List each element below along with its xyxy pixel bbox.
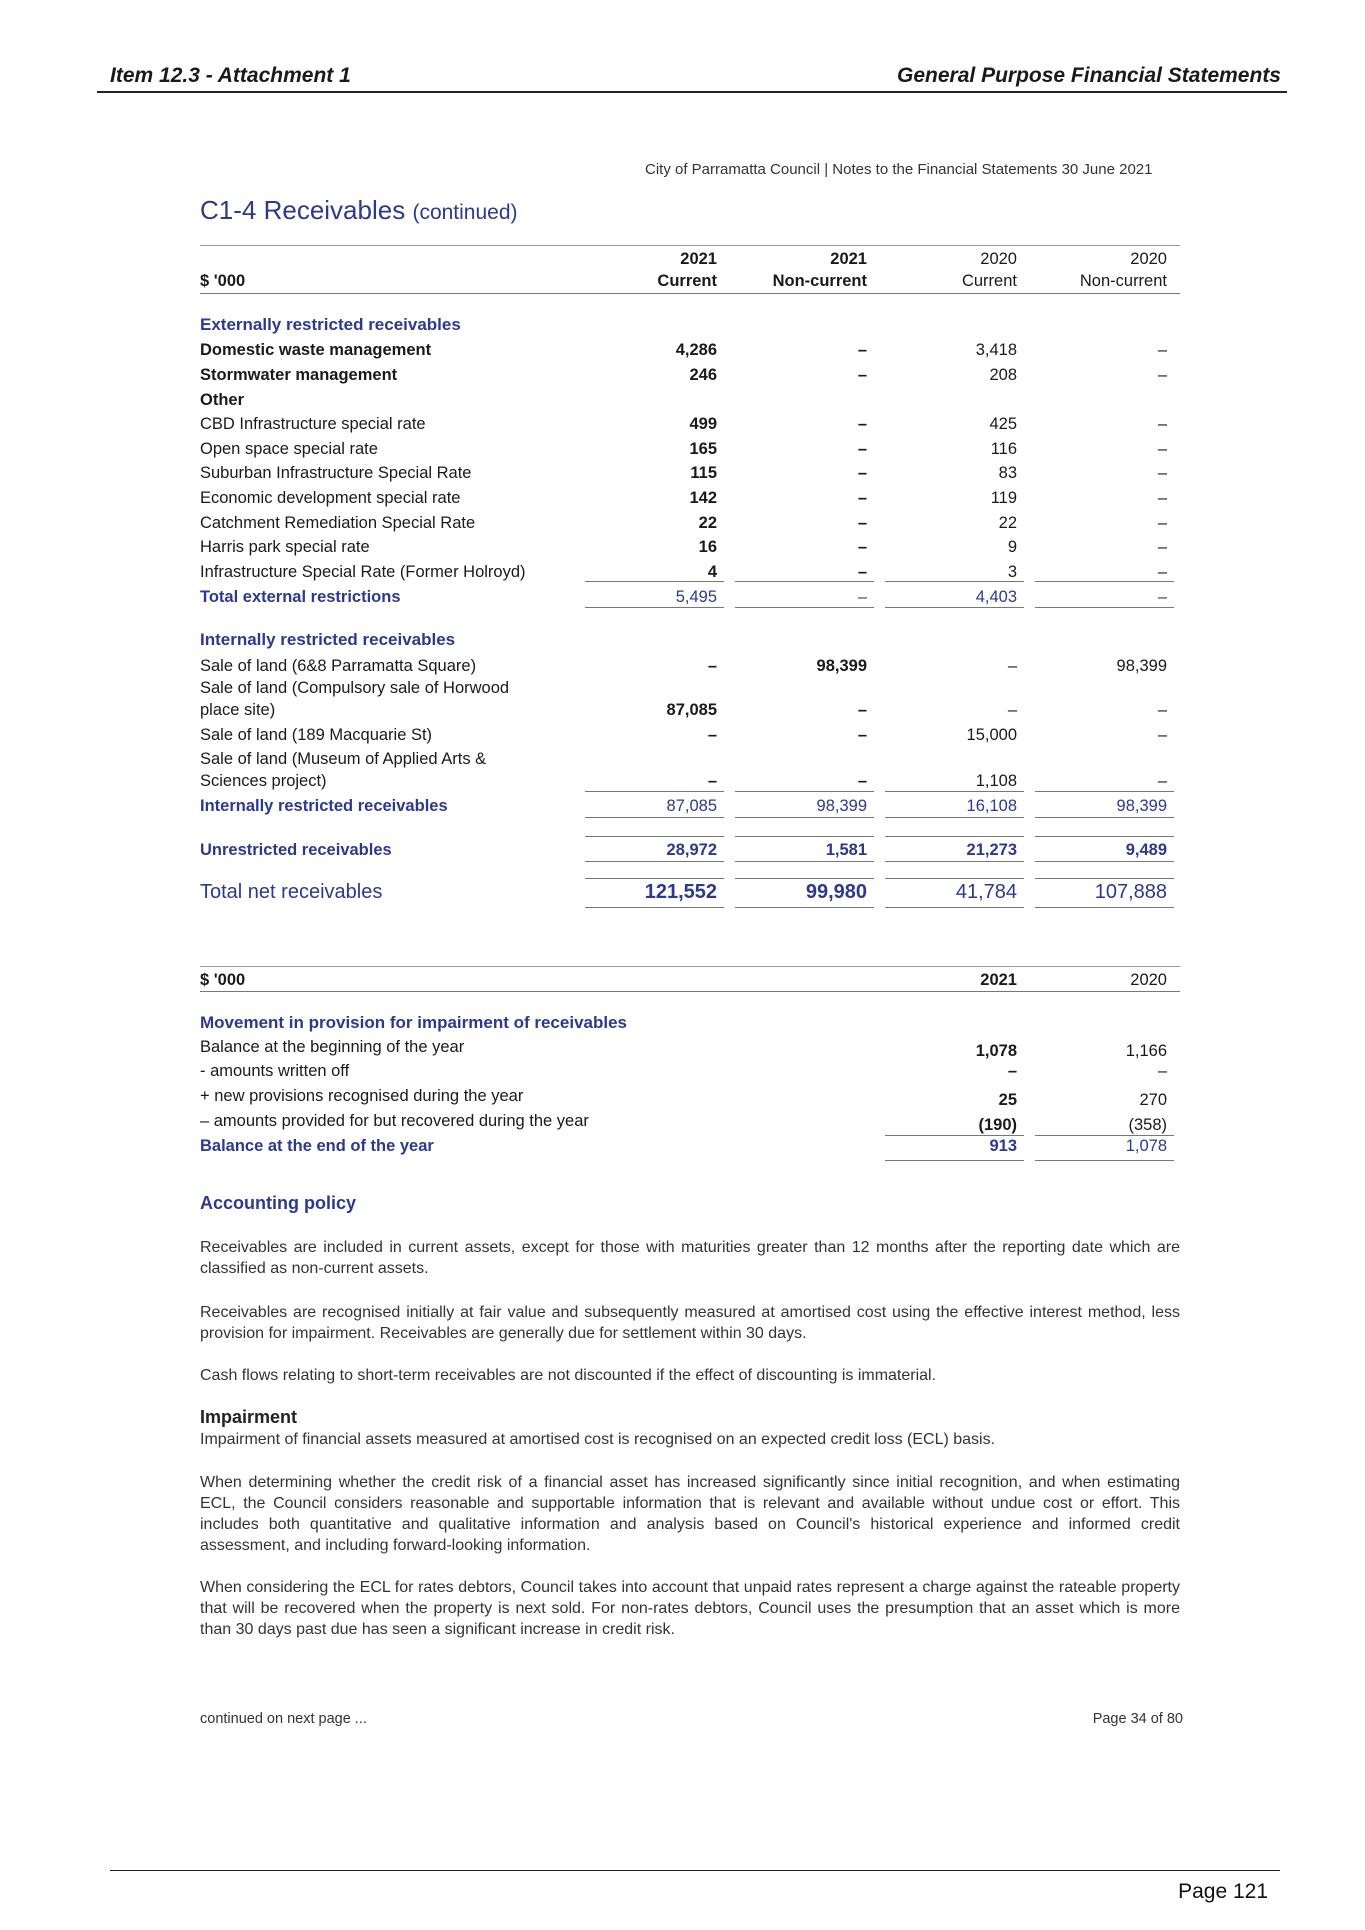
- row-value: –: [857, 415, 867, 433]
- row-label: - amounts written off: [200, 1062, 350, 1080]
- row-value: 21,273: [966, 841, 1017, 859]
- row-value: –: [1007, 657, 1017, 675]
- total-underline: [1035, 907, 1174, 908]
- row-value: 1,078: [975, 1042, 1017, 1060]
- section-heading: Movement in provision for impairment of receivables: [200, 1013, 627, 1032]
- row-value: 208: [989, 366, 1017, 384]
- row-value: 3,418: [975, 341, 1017, 359]
- table-rule: [200, 293, 1180, 294]
- total-underline: [1035, 861, 1174, 862]
- column-header-year: 2021: [980, 971, 1017, 989]
- header-document-title: General Purpose Financial Statements: [897, 64, 1281, 87]
- row-label: Economic development special rate: [200, 489, 461, 507]
- row-value: –: [857, 538, 867, 556]
- row-value: 22: [698, 514, 717, 532]
- row-value: –: [857, 440, 867, 458]
- total-underline: [885, 907, 1024, 908]
- column-header-type: Current: [961, 272, 1017, 290]
- row-value: –: [1157, 341, 1167, 359]
- row-value: –: [857, 464, 867, 482]
- policy-paragraph-3: Cash flows relating to short-term receivables are not discounted if the effect of discounting is immaterial.: [200, 1367, 937, 1384]
- policy-paragraph-4: Impairment of financial assets measured at amortised cost is recognised on an expected credit loss (ECL) basis.: [200, 1431, 996, 1448]
- row-value: 119: [990, 489, 1017, 507]
- section-continued: (continued): [412, 201, 518, 224]
- total-underline: [585, 861, 724, 862]
- row-value: –: [857, 588, 867, 606]
- total-underline: [885, 607, 1024, 608]
- row-value: 270: [1139, 1091, 1167, 1109]
- row-value: 98,399: [1116, 797, 1167, 815]
- row-value: (190): [978, 1116, 1017, 1134]
- column-header-type: Non-current: [1079, 272, 1167, 290]
- row-value: 3: [1007, 563, 1017, 581]
- row-label: Infrastructure Special Rate (Former Holroyd): [200, 563, 526, 581]
- row-label: Total net receivables: [200, 881, 383, 903]
- total-underline: [885, 878, 1024, 879]
- row-value: 25: [998, 1091, 1017, 1109]
- row-value: –: [1157, 726, 1167, 744]
- notes-subtitle: City of Parramatta Council | Notes to the Financial Statements 30 June 2021: [645, 161, 1153, 178]
- row-value: 28,972: [666, 841, 717, 859]
- total-underline: [885, 836, 1024, 837]
- policy-paragraph-6: When considering the ECL for rates debtors, Council takes into account that unpaid rates represent a charge against the rateable property that will be recovered when the property is next sold. For non-rates debtors, Council uses the presumption that an asset which is more than 30 days past due has seen a significant increase in credit risk.: [200, 1579, 1180, 1638]
- row-value: 98,399: [816, 657, 867, 675]
- row-value: 246: [689, 366, 717, 384]
- row-value: –: [1157, 563, 1167, 581]
- row-value: (358): [1128, 1116, 1167, 1134]
- row-label: Sale of land (Museum of Applied Arts &: [200, 750, 487, 768]
- row-label: Total external restrictions: [200, 588, 401, 606]
- row-label: – amounts provided for but recovered during the year: [200, 1112, 589, 1130]
- section-heading: Externally restricted receivables: [200, 315, 461, 334]
- row-value: 165: [689, 440, 717, 458]
- total-underline: [585, 836, 724, 837]
- row-value: –: [857, 726, 867, 744]
- total-underline: [585, 878, 724, 879]
- row-value: 9: [1007, 538, 1017, 556]
- column-header-year: 2020: [980, 250, 1017, 268]
- column-header-year: 2021: [830, 250, 867, 268]
- row-value: 1,581: [825, 841, 867, 859]
- total-underline: [735, 607, 874, 608]
- row-value: –: [1157, 415, 1167, 433]
- row-label: Domestic waste management: [200, 341, 432, 359]
- row-label: Internally restricted receivables: [200, 797, 448, 815]
- row-label: CBD Infrastructure special rate: [200, 415, 426, 433]
- row-value: 107,888: [1094, 881, 1167, 903]
- total-underline: [585, 817, 724, 818]
- row-value: 1,166: [1125, 1042, 1167, 1060]
- row-label: Suburban Infrastructure Special Rate: [200, 464, 472, 482]
- total-underline: [735, 907, 874, 908]
- total-underline: [885, 1160, 1024, 1161]
- row-value: –: [707, 772, 717, 790]
- row-value: –: [857, 489, 867, 507]
- total-underline: [735, 836, 874, 837]
- total-underline: [735, 878, 874, 879]
- total-underline: [585, 907, 724, 908]
- column-header-year: 2021: [680, 250, 717, 268]
- row-value: –: [1007, 1062, 1017, 1080]
- table-rule: [200, 991, 1180, 992]
- unit-label: $ '000: [200, 971, 246, 989]
- column-header-year: 2020: [1130, 250, 1167, 268]
- column-header-year: 2020: [1130, 971, 1167, 989]
- footer-divider: [110, 1870, 1280, 1871]
- row-value: 41,784: [955, 881, 1017, 903]
- total-underline: [885, 861, 1024, 862]
- row-label: Stormwater management: [200, 366, 398, 384]
- total-underline: [735, 861, 874, 862]
- row-value: –: [857, 772, 867, 790]
- page-number: Page 121: [1178, 1880, 1268, 1903]
- row-value: 5,495: [675, 588, 717, 606]
- row-value: 4,403: [975, 588, 1017, 606]
- header-item-label: Item 12.3 - Attachment 1: [110, 64, 351, 87]
- row-value: 425: [989, 415, 1017, 433]
- total-underline: [585, 791, 724, 792]
- total-underline: [585, 607, 724, 608]
- row-value: 1,078: [1125, 1137, 1167, 1155]
- row-label: Other: [200, 391, 245, 409]
- policy-heading: Accounting policy: [200, 1193, 357, 1213]
- total-underline: [885, 581, 1024, 582]
- row-value: 83: [998, 464, 1017, 482]
- row-label: + new provisions recognised during the year: [200, 1087, 524, 1105]
- policy-paragraph-5: When determining whether the credit risk of a financial asset has increased significantly since initial recognition, and when estimating ECL, the Council considers reasonable and supportable information that is relevant and available without undue cost or effort. This includes both quantitative and qualitative information and analysis based on Council's historical experience and informed credit assessment, and including forward-looking information.: [200, 1474, 1180, 1554]
- row-value: –: [857, 514, 867, 532]
- total-underline: [1035, 836, 1174, 837]
- total-underline: [1035, 607, 1174, 608]
- row-value: 142: [689, 489, 717, 507]
- row-value: 16: [698, 538, 717, 556]
- row-value: 4: [707, 563, 717, 581]
- row-label: Catchment Remediation Special Rate: [200, 514, 476, 532]
- row-value: 913: [989, 1137, 1017, 1155]
- row-label: Harris park special rate: [200, 538, 370, 556]
- continued-note: continued on next page ...: [200, 1711, 367, 1727]
- row-label: Unrestricted receivables: [200, 841, 392, 859]
- header-divider: [97, 91, 1287, 93]
- row-label: Sale of land (189 Macquarie St): [200, 726, 433, 744]
- row-value: 499: [689, 415, 717, 433]
- row-value: 87,085: [666, 701, 717, 719]
- row-label: Balance at the beginning of the year: [200, 1038, 465, 1056]
- total-underline: [1035, 878, 1174, 879]
- row-value: 99,980: [805, 881, 867, 903]
- row-value: 121,552: [644, 881, 717, 903]
- row-value: –: [857, 341, 867, 359]
- row-label: Open space special rate: [200, 440, 378, 458]
- section-heading: Internally restricted receivables: [200, 630, 456, 649]
- total-underline: [1035, 817, 1174, 818]
- row-value: –: [1157, 440, 1167, 458]
- total-underline: [885, 817, 1024, 818]
- row-label: Sale of land (Compulsory sale of Horwood: [200, 679, 510, 697]
- row-label: Balance at the end of the year: [200, 1137, 434, 1155]
- row-value: –: [857, 563, 867, 581]
- row-label: Sciences project): [200, 772, 327, 790]
- row-value: 115: [690, 464, 717, 482]
- total-underline: [585, 581, 724, 582]
- row-label: place site): [200, 701, 276, 719]
- impairment-heading: Impairment: [200, 1407, 298, 1427]
- total-underline: [735, 817, 874, 818]
- row-value: –: [1157, 489, 1167, 507]
- total-underline: [1035, 581, 1174, 582]
- column-header-type: Non-current: [772, 272, 867, 290]
- row-value: –: [707, 726, 717, 744]
- total-underline: [1035, 1160, 1174, 1161]
- row-value: 98,399: [816, 797, 867, 815]
- row-value: –: [1157, 366, 1167, 384]
- total-underline: [885, 791, 1024, 792]
- row-value: 1,108: [975, 772, 1017, 790]
- table-rule: [200, 966, 1180, 967]
- column-header-type: Current: [657, 272, 717, 290]
- policy-paragraph-1: Receivables are included in current assets, except for those with maturities greater than 12 months after the reporting date which are classified as non-current assets.: [200, 1239, 1180, 1277]
- row-value: 9,489: [1125, 841, 1167, 859]
- row-value: –: [1157, 588, 1167, 606]
- total-underline: [735, 791, 874, 792]
- section-title: [200, 195, 518, 226]
- row-value: 87,085: [666, 797, 717, 815]
- row-value: –: [1157, 1062, 1167, 1080]
- row-value: –: [1157, 701, 1167, 719]
- row-value: –: [707, 657, 717, 675]
- row-value: 4,286: [675, 341, 717, 359]
- unit-label: $ '000: [200, 272, 246, 290]
- page-of-label: Page 34 of 80: [1092, 1711, 1183, 1727]
- row-value: 98,399: [1116, 657, 1167, 675]
- row-value: –: [857, 366, 867, 384]
- row-value: –: [857, 701, 867, 719]
- row-value: 116: [990, 440, 1017, 458]
- row-value: –: [1157, 538, 1167, 556]
- row-value: 16,108: [966, 797, 1017, 815]
- row-value: 22: [998, 514, 1017, 532]
- row-value: –: [1157, 464, 1167, 482]
- total-underline: [735, 581, 874, 582]
- table-rule: [200, 245, 1180, 246]
- row-value: –: [1007, 701, 1017, 719]
- row-label: Sale of land (6&8 Parramatta Square): [200, 657, 477, 675]
- total-underline: [1035, 791, 1174, 792]
- row-value: –: [1157, 514, 1167, 532]
- policy-paragraph-2: Receivables are recognised initially at fair value and subsequently measured at amortised cost using the effective interest method, less provision for impairment. Receivables are generally due for settlement within 30 days.: [200, 1304, 1180, 1342]
- row-value: 15,000: [966, 726, 1017, 744]
- section-title-text: C1-4 Receivables: [200, 195, 406, 225]
- row-value: –: [1157, 772, 1167, 790]
